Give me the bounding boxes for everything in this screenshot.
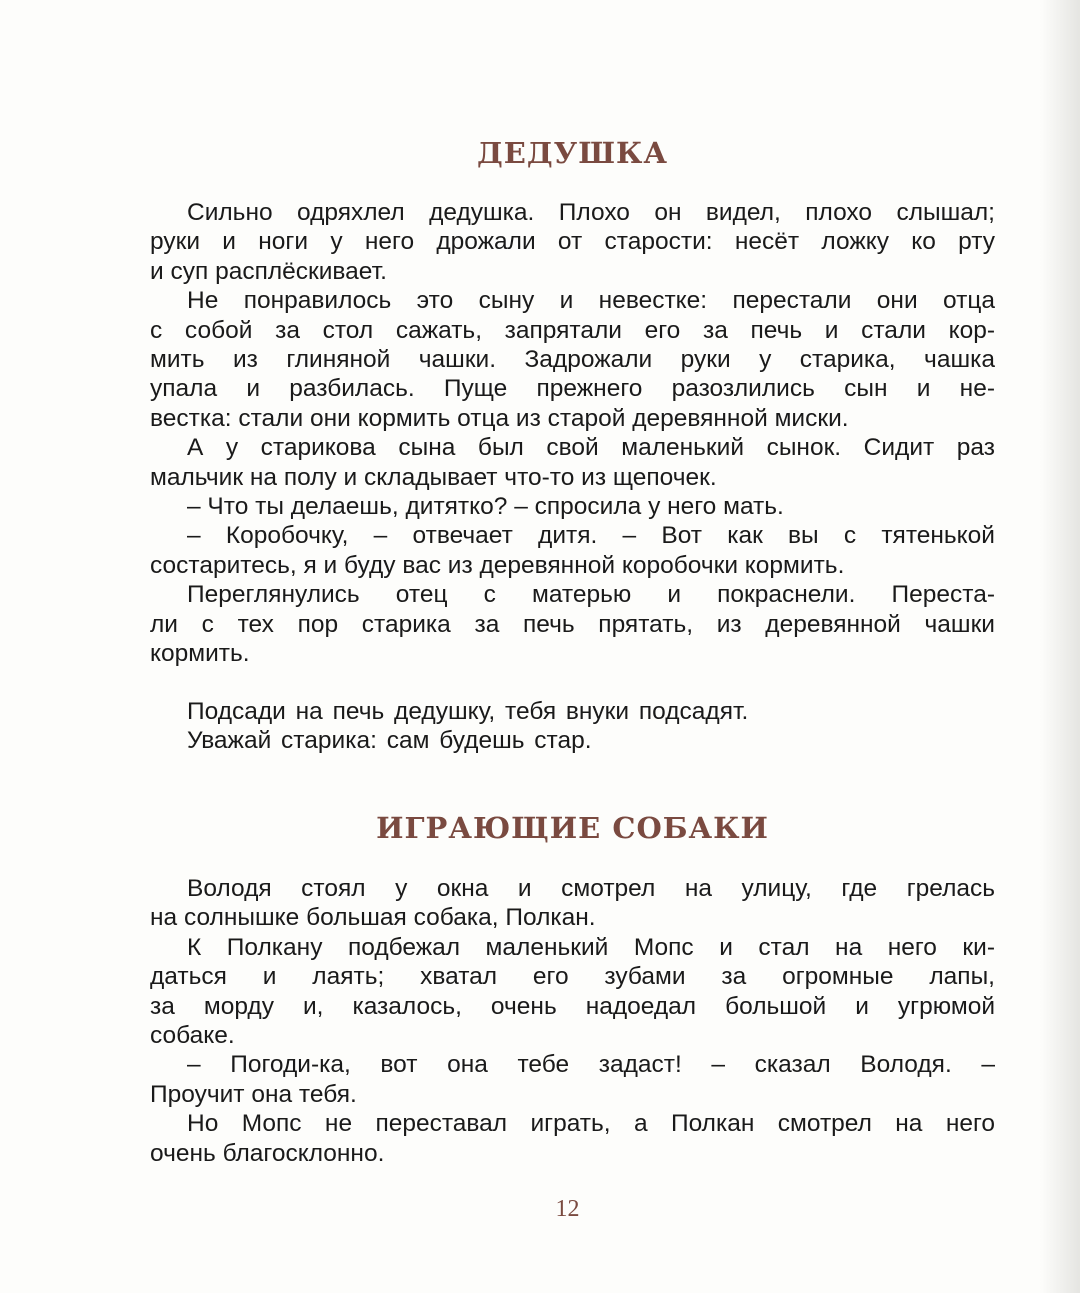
text-line: – Что ты делаешь, дитятко? – спросила у него мать. — [187, 493, 784, 521]
story-text-playing-dogs — [150, 874, 995, 1168]
text-line: Сильно одряхлел дедушка. Плохо он видел, плохо слышал; — [187, 199, 995, 226]
text-line: и суп расплёскивает. — [150, 257, 387, 285]
story-title-playing-dogs: ИГРАЮЩИЕ СОБАКИ — [376, 811, 769, 845]
paragraph — [150, 286, 995, 433]
text-line: кормить. — [150, 640, 250, 668]
paragraph — [150, 433, 995, 492]
proverbs — [150, 697, 995, 756]
text-line: даться и лаять; хватал его зубами за огромные лапы, — [150, 963, 995, 991]
paragraph — [150, 492, 995, 521]
paragraph — [150, 1050, 995, 1109]
paragraph — [150, 874, 995, 933]
story-title-grandfather: ДЕДУШКА — [477, 136, 668, 170]
page-edge-shadow — [1040, 0, 1080, 1293]
text-line: вестка: стали они кормить отца из старой деревянной миски. — [150, 404, 849, 432]
story-text-grandfather — [150, 198, 995, 669]
text-line: состаритесь, я и буду вас из деревянной коробочки кормить. — [150, 551, 845, 579]
text-line: Проучит она тебя. — [150, 1080, 357, 1108]
text-line: Переглянулись отец с матерью и покраснели. Переста- — [187, 581, 995, 609]
paragraph — [150, 933, 995, 1051]
text-line: Но Мопс не переставал играть, а Полкан смотрел на него — [187, 1110, 995, 1138]
text-line: Не понравилось это сыну и невестке: перестали они отца — [187, 287, 995, 315]
text-line: А у старикова сына был свой маленький сынок. Сидит раз — [187, 434, 995, 462]
text-line: собаке. — [150, 1022, 235, 1050]
proverb-line: Уважай старика: сам будешь стар. — [187, 727, 592, 755]
proverb-line: Подсади на печь дедушку, тебя внуки подсадят. — [187, 698, 749, 725]
text-line: Володя стоял у окна и смотрел на улицу, где грелась — [187, 875, 995, 902]
paragraph — [150, 1109, 995, 1168]
text-line: очень благосклонно. — [150, 1139, 385, 1167]
text-line: за морду и, казалось, очень надоедал большой и угрюмой — [150, 992, 995, 1020]
text-line: упала и разбилась. Пуще прежнего разозлились сын и не- — [150, 375, 995, 403]
text-line: мальчик на полу и складывает что-то из щепочек. — [150, 463, 717, 491]
paragraph — [150, 521, 995, 580]
text-line: ли с тех пор старика за печь прятать, из деревянной чашки — [150, 610, 995, 638]
paragraph — [150, 198, 995, 286]
text-line: с собой за стол сажать, запрятали его за печь и стали кор- — [150, 316, 995, 344]
text-line: руки и ноги у него дрожали от старости: несёт ложку ко рту — [150, 228, 995, 256]
text-line: – Погоди-ка, вот она тебе задаст! – сказал Володя. – — [187, 1051, 995, 1079]
text-line: К Полкану подбежал маленький Мопс и стал на него ки- — [187, 933, 995, 961]
text-line: – Коробочку, – отвечает дитя. – Вот как вы с тятенькой — [187, 522, 995, 550]
page-number: 12 — [555, 1196, 580, 1222]
text-line: на солнышке большая собака, Полкан. — [150, 904, 596, 932]
text-line: мить из глиняной чашки. Задрожали руки у старика, чашка — [150, 346, 995, 374]
paragraph — [150, 580, 995, 668]
